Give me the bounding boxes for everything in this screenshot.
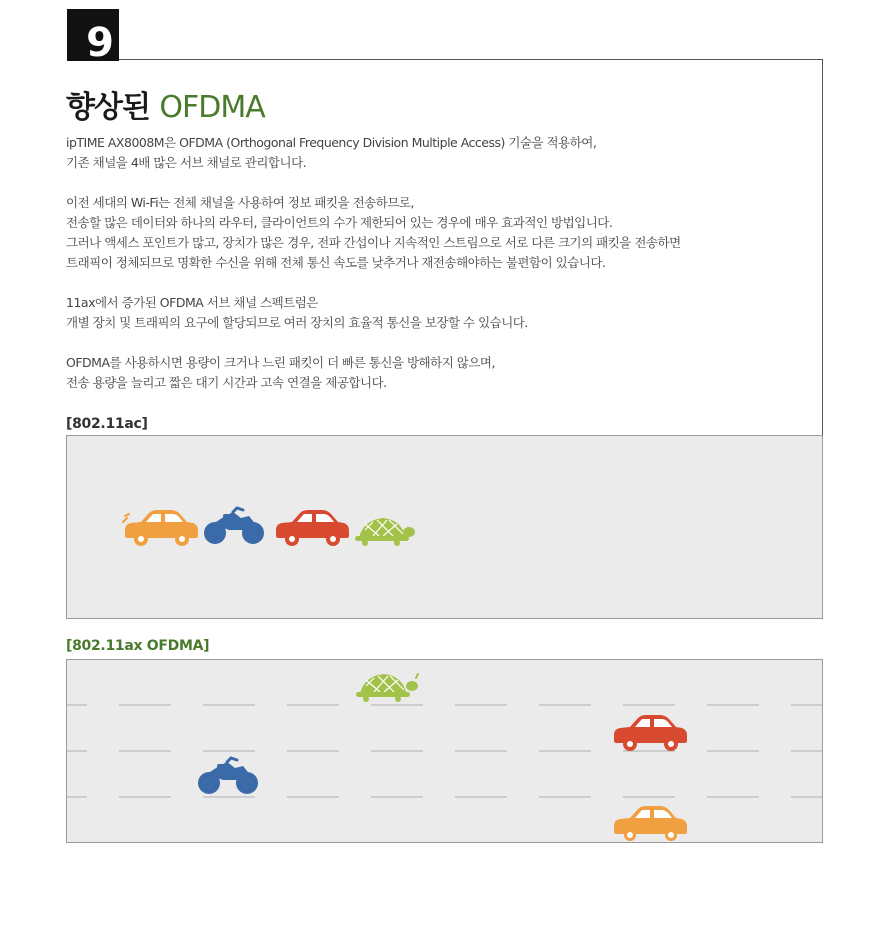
paragraph-intro (66, 133, 806, 173)
orange-car-icon (123, 510, 198, 546)
paragraph-ofdma-benefit (66, 353, 806, 393)
section-number-badge: 9 (67, 9, 119, 61)
diagram-label-80211ac: [802.11ac] (66, 416, 148, 432)
red-car-icon (276, 510, 349, 546)
text-line: 트래픽이 정체되므로 명확한 수신을 위해 전체 통신 속도를 낮추거나 재전송해야하는 불편함이 있습니다. (66, 255, 606, 270)
text-line: 11ax에서 증가된 OFDMA 서브 채널 스펙트럼은 (66, 295, 318, 310)
text-line: 그러나 액세스 포인트가 많고, 장치가 많은 경우, 전파 간섭이나 지속적인 스트림으로 서로 다른 크기의 패킷을 전송하면 (66, 235, 681, 250)
green-turtle-icon (355, 518, 415, 546)
page-title (66, 82, 265, 126)
paragraph-legacy-wifi (66, 193, 806, 273)
red-car-icon (614, 715, 687, 751)
green-turtle-icon (356, 674, 418, 702)
diagram-label-80211ax: [802.11ax OFDMA] (66, 638, 210, 654)
paragraph-ofdma-subchannel (66, 293, 806, 333)
text-line: OFDMA를 사용하시면 용량이 크거나 느린 패킷이 더 빠른 통신을 방해하지 않으며, (66, 355, 495, 370)
text-line: 개별 장치 및 트래픽의 요구에 할당되므로 여러 장치의 효율적 통신을 보장할 수 있습니다. (66, 315, 528, 330)
text-line: 전송 용량을 늘리고 짧은 대기 시간과 고속 연결을 제공합니다. (66, 375, 387, 390)
text-line: ipTIME AX8008M은 OFDMA (Orthogonal Frequency Division Multiple Access) 기술을 적용하여, (66, 135, 597, 150)
description-text (66, 133, 806, 413)
diagram-80211ax-illustration (67, 660, 822, 842)
lane-dividers (67, 705, 822, 797)
title-main: 향상된 (66, 90, 160, 125)
diagram-80211ac-illustration (67, 436, 822, 618)
title-accent: OFDMA (159, 90, 265, 125)
text-line: 전송할 많은 데이터와 하나의 라우터, 클라이언트의 수가 제한되어 있는 경우에 매우 효과적인 방법입니다. (66, 215, 613, 230)
frame-top-border (119, 59, 823, 60)
diagram-80211ax-ofdma (66, 659, 823, 843)
text-line: 기존 채널을 4배 많은 서브 채널로 관리합니다. (66, 155, 307, 170)
blue-motorcycle-icon (204, 508, 264, 544)
text-line: 이전 세대의 Wi-Fi는 전체 채널을 사용하여 정보 패킷을 전송하므로, (66, 195, 414, 210)
frame-right-border (822, 59, 823, 436)
orange-car-icon (614, 806, 687, 841)
blue-motorcycle-icon (198, 758, 258, 794)
diagram-80211ac (66, 435, 823, 619)
